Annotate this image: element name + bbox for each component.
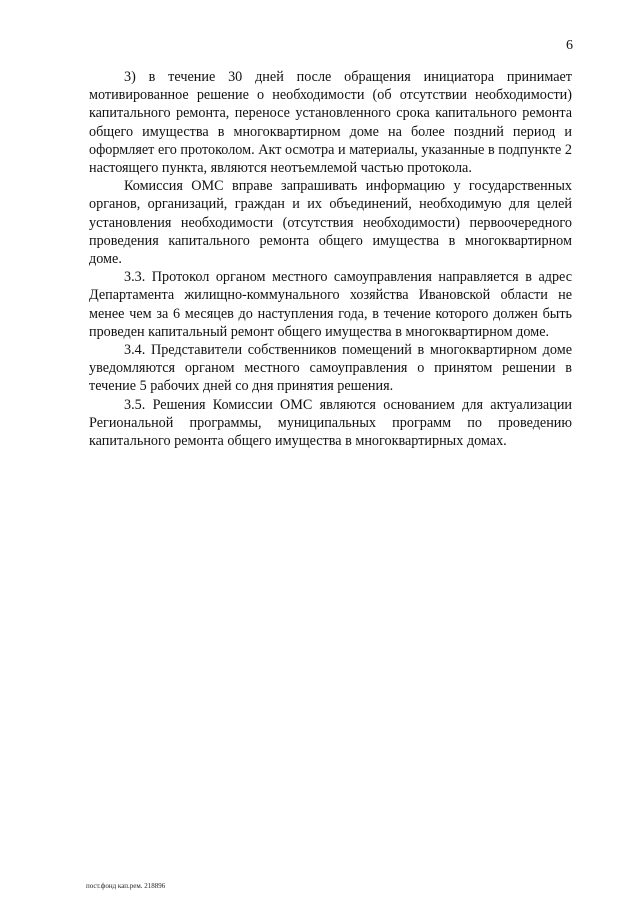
footer-document-code: пост.фонд кап.рем. 218896 [86,882,166,890]
paragraph-item-3: 3) в течение 30 дней после обращения инициатора принимает мотивированное решение о необходимости (об отсутствии необходимости) капитального ремонта, переносе установленного срока капитального ремонта общего имущества в многоквартирном доме на более поздний период и оформляет его протоколом. Акт осмотра и материалы, указанные в подпункте 2 настоящего пункта, являются неотъемлемой частью протокола. [89,69,572,177]
document-body [89,68,572,450]
paragraph-3-3: 3.3. Протокол органом местного самоуправления направляется в адрес Департамента жилищно-коммунального хозяйства Ивановской области не менее чем за 6 месяцев до наступления года, в течение которого должен быть проведен капитальный ремонт общего имущества в многоквартирном доме. [89,269,572,340]
paragraph-3-4: 3.4. Представители собственников помещений в многоквартирном доме уведомляются органом местного самоуправления о принятом решении в течение 5 рабочих дней со дня принятия решения. [89,342,572,395]
paragraph-commission-rights: Комиссия ОМС вправе запрашивать информацию у государственных органов, организаций, граждан и их объединений, необходимую для целей установления необходимости (отсутствия необходимости) первоочередного проведения капитального ремонта общего имущества в многоквартирном доме. [89,178,572,268]
paragraph-3-5: 3.5. Решения Комиссии ОМС являются основанием для актуализации Региональной программы, муниципальных программ по проведению капитального ремонта общего имущества в многоквартирных домах. [89,396,572,450]
page-number: 6 [566,38,573,53]
